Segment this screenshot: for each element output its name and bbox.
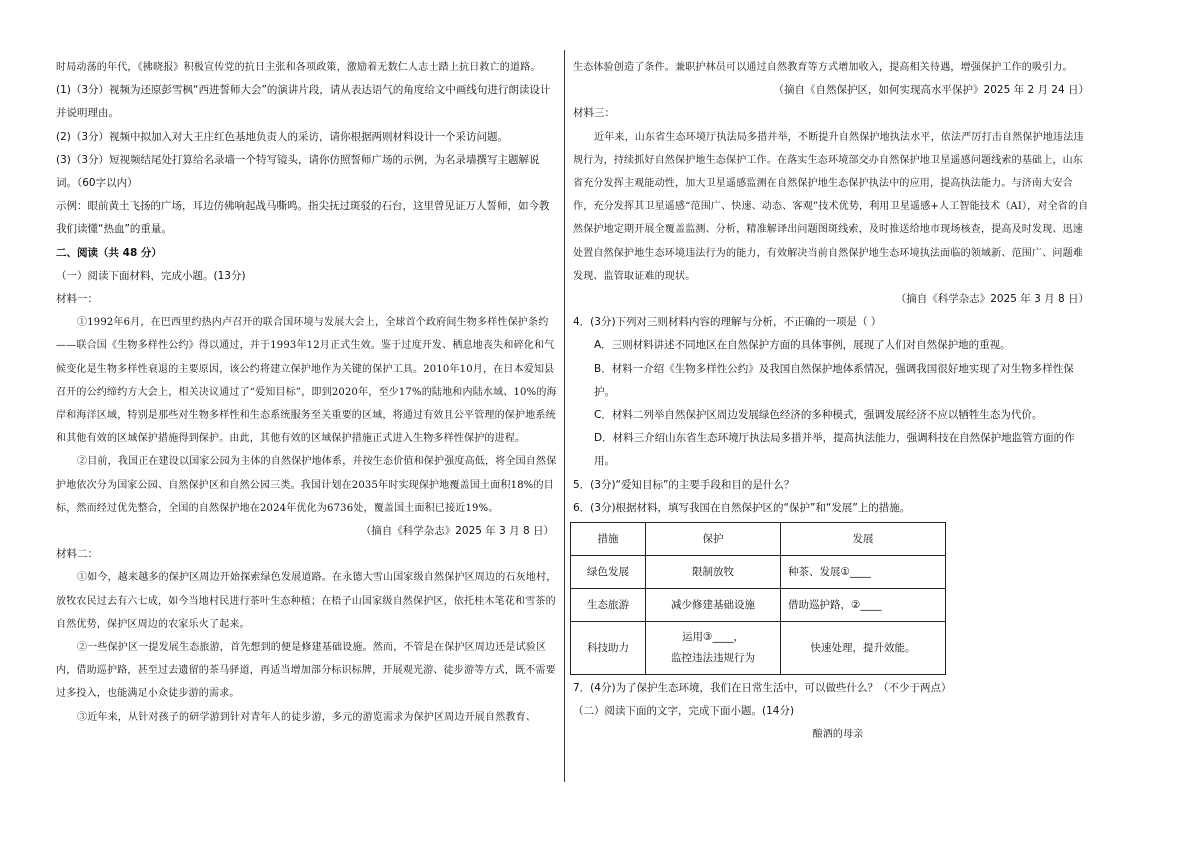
material-3-paragraph: 近年来，山东省生态环境厅执法局多措并举，不断提升自然保护地执法水平，依法严厉打击自然保护地违法违规行为，持续抓好自然保护地生态保护工作。在落实生态环境部交办自然保护地卫星遥感问题线索的基础上，山东省充分发挥主观能动性，加大卫星遥感监测在自然保护地生态保护执法中的应用，提高执法能力。与济南大安合作，充分发挥其卫星遥感“范围广、快速、动态、客观”技术优势，利用卫星遥感+人工智能技术（AI），对全省的自然保护地定期开展全覆盖监测、分析，精准解译出问题图斑线索，及时推送给地市现场核查，提高及时发现、迅速处置自然保护地生态环境违法行为的能力，有效解决当前自然保护地生态环境执法面临的领域新、范围广、问题难发现、监管取证难的现状。	[573, 131, 1089, 282]
table-cell: 生态旅游	[571, 589, 646, 622]
material-3-source: （摘自《科学杂志》2025 年 3 月 8 日）	[895, 293, 1089, 306]
left-column	[56, 56, 558, 729]
material-1-source: （摘自《科学杂志》2025 年 3 月 8 日）	[360, 525, 554, 538]
subsection-2-heading: （二）阅读下面的文字，完成下面小题。(14分)	[573, 705, 795, 718]
question-1: (1)（3分）视频为还原彭雪枫“西进誓师大会”的演讲片段，请从表达语气的角度给文中画线句进行朗读设计并说明理由。	[56, 84, 551, 120]
material-2-label: 材料二：	[56, 548, 98, 561]
material-1-label: 材料一：	[56, 293, 98, 306]
table-cell-line: 监控违法违规行为	[671, 652, 755, 665]
table-cell: 借助巡护路，②____	[781, 589, 946, 622]
column-divider	[564, 50, 565, 782]
table-cell	[646, 622, 781, 675]
poem-title: 酿酒的母亲	[812, 729, 864, 741]
example-text: 示例：眼前黄土飞扬的广场，耳边仿佛响起战马嘶鸣。指尖抚过斑驳的石台，这里曾见证万人誓师，如今教我们读懂“热血”的重量。	[56, 200, 550, 236]
table-cell: 种茶、发展①____	[781, 556, 946, 589]
material-1-paragraph-1: ①1992年6月，在巴西里约热内卢召开的联合国环境与发展大会上，全球首个政府间生物多样性保护条约——联合国《生物多样性公约》得以通过，并于1993年12月正式生效。鉴于过度开发、栖息地丧失和碎化和气候变化是生物多样性衰退的主要原因，该公约将建立保护地作为关键的保护工具。2010年10月，在日本爱知县召开的公约缔约方大会上，相关决议通过了“爱知目标”，即到2020年，至少17%的陆地和内陆水域、10%的海岸和海洋区域，特别是那些对生物多样性和生态系统服务至关重要的区域，将通过有效且公平管理的保护地系统和其他有效的区域保护措施得到保护。由此，其他有效的区域保护措施正式进入生物多样性保护的进程。	[56, 317, 557, 445]
material-2-continued: 生态体验创造了条件。兼职护林员可以通过自然教育等方式增加收入，提高相关待遇，增强保护工作的吸引力。	[573, 62, 1073, 73]
table-cell: 科技助力	[571, 622, 646, 675]
table-header-cell: 发展	[781, 523, 946, 556]
question-5: 5．(3分)“爱知目标”的主要手段和目的是什么？	[573, 478, 795, 491]
section-reading-heading: 二、阅读（共 48 分）	[56, 246, 162, 259]
question-2: (2)（3分）视频中拟加入对大王庄红色基地负责人的采访，请你根据两则材料设计一个采访问题。	[56, 130, 509, 143]
material-2-paragraph-1: ①如今，越来越多的保护区周边开始探索绿色发展道路。在永德大雪山国家级自然保护区周边的石灰地村，放牧农民过去有六七成，如今当地村民进行茶叶生态种植；在梧子山国家级自然保护区，依托桂木笔花和雪茶的自然优势，保护区周边的农家乐火了起来。	[56, 572, 557, 630]
question-4-option-b: B．材料一介绍《生物多样性公约》及我国自然保护地体系情况，强调我国很好地实现了对生物多样性保护。	[594, 362, 1074, 398]
table-cell: 减少修建基础设施	[646, 589, 781, 622]
paragraph-intro: 时局动荡的年代，《拂晓报》积极宣传党的抗日主张和各项政策，激励着无数仁人志士踏上抗日救亡的道路。	[56, 62, 541, 73]
table-cell-line: 运用③____，	[682, 631, 744, 644]
measures-table	[570, 522, 946, 675]
table-row	[571, 589, 946, 622]
subsection-1-heading: （一）阅读下面材料，完成小题。(13分)	[56, 269, 246, 282]
table-cell: 限制放牧	[646, 556, 781, 589]
question-4-option-d: D．材料三介绍山东省生态环境厅执法局多措并举，提高执法能力，强调科技在自然保护地监管方面的作用。	[594, 432, 1075, 468]
material-1-paragraph-2: ②目前，我国正在建设以国家公园为主体的自然保护地体系，并按生态价值和保护强度高低，将全国自然保护地依次分为国家公园、自然保护区和自然公园三类。我国计划在2035年时实现保护地覆盖国土面积18%的目标，然而经过优先整合，全国的自然保护地在2024年优化为6736处，覆盖国土面积已接近19%。	[56, 456, 557, 514]
table-row	[571, 556, 946, 589]
question-4-option-c: C．材料二列举自然保护区周边发展绿色经济的多种模式，强调发展经济不应以牺牲生态为代价。	[594, 409, 1043, 422]
right-column	[573, 56, 1093, 747]
table-header-row	[571, 523, 946, 556]
question-7: 7．(4分)为了保护生态环境，我们在日常生活中，可以做些什么？（不少于两点）	[573, 682, 952, 695]
table-cell: 绿色发展	[571, 556, 646, 589]
table-cell: 快速处理，提升效能。	[781, 622, 946, 675]
question-4: 4．(3分)下列对三则材料内容的理解与分析，不正确的一项是（ ）	[573, 316, 882, 329]
material-2-source: （摘自《自然保护区，如何实现高水平保护》2025 年 2 月 24 日）	[773, 84, 1089, 97]
table-header-cell: 保护	[646, 523, 781, 556]
table-row	[571, 622, 946, 675]
question-3: (3)（3分）短视频结尾处打算给名录墙一个特写镜头，请你仿照誓师广场的示例，为名录墙撰写主题解说词。（60字以内）	[56, 153, 540, 190]
question-6: 6．(3分)根据材料，填写我国在自然保护区的“保护”和“发展”上的措施。	[573, 501, 911, 514]
material-3-label: 材料三：	[573, 107, 615, 120]
table-header-cell: 措施	[571, 523, 646, 556]
material-2-paragraph-2: ②一些保护区一提发展生态旅游，首先想到的便是修建基础设施。然而，不管是在保护区周边还是试验区内，借助巡护路，甚至过去遗留的茶马驿道，再适当增加部分标识标牌，开展观光游、徒步游等方式，既不需要过多投入，也能满足小众徒步游的需求。	[56, 642, 556, 700]
material-2-paragraph-3: ③近年来，从针对孩子的研学游到针对青年人的徒步游，多元的游览需求为保护区周边开展自然教育、	[77, 711, 536, 723]
question-4-option-a: A．三则材料讲述不同地区在自然保护方面的具体事例，展现了人们对自然保护地的重视。	[594, 339, 1011, 352]
